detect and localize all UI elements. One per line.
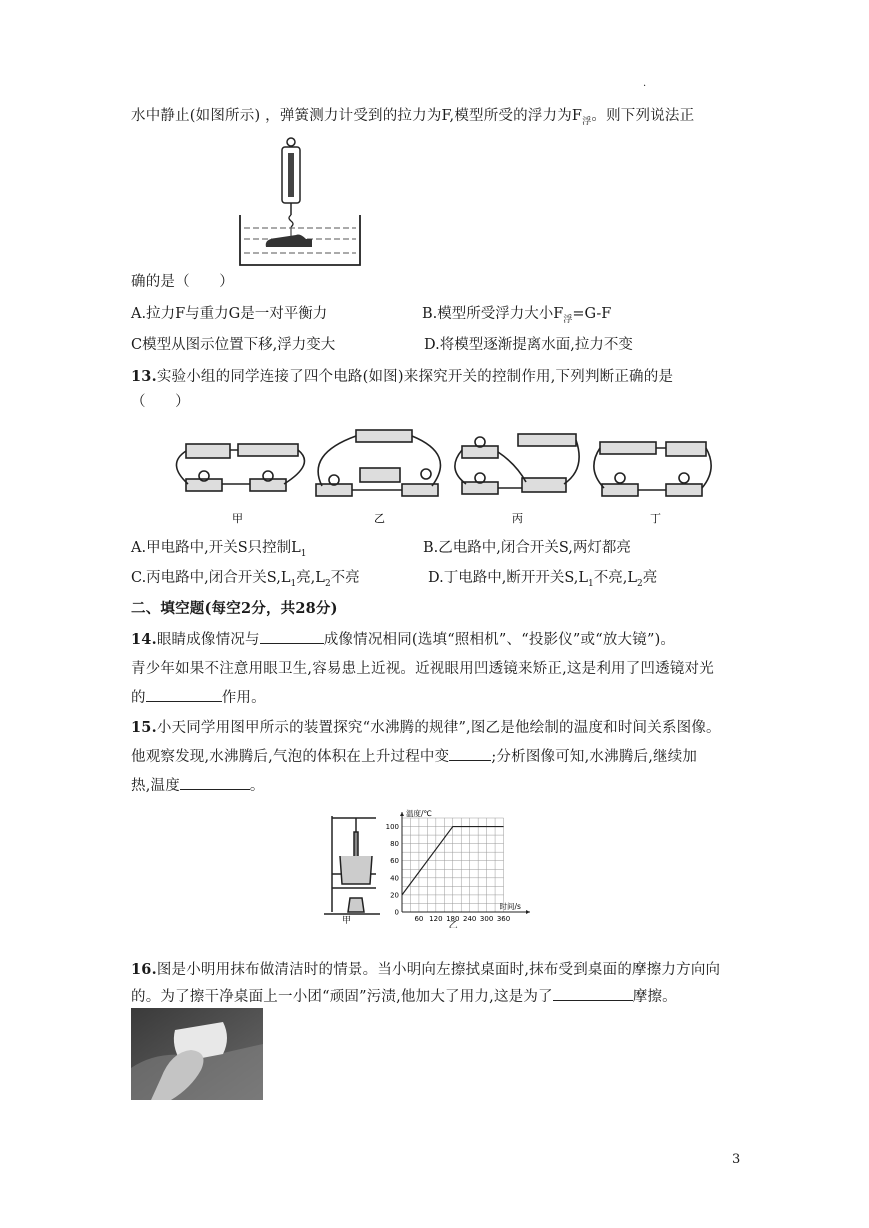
circuit-label-yi: 乙 <box>374 512 385 525</box>
chart-y-tick-label: 40 <box>390 874 399 883</box>
q13-paren: （ ） <box>131 394 190 410</box>
q12-option-d: D.将模型逐渐提离水面,拉力不变 <box>424 337 633 353</box>
chart-ylabel: 温度/℃ <box>406 809 432 818</box>
circuit-label-jia: 甲 <box>232 512 243 525</box>
q13-option-a: A.甲电路中,开关S只控制$L_1$ <box>131 540 307 559</box>
q16-line1: 16.图是小明用抹布做清洁时的情景。当小明向左擦拭桌面时,抹布受到桌面的摩擦力方向向 <box>131 961 721 978</box>
q16-line2: 的。为了擦干净桌面上一小团“顽固”污渍,他加大了用力,这是为了 摩擦。 <box>131 985 677 1006</box>
circuit-label-ding: 丁 <box>650 512 661 525</box>
cleaning-photo <box>131 1008 263 1100</box>
boiling-apparatus-figure <box>320 812 382 924</box>
page-number: 3 <box>732 1152 741 1167</box>
q13-option-c: C.丙电路中,闭合开关$S,L_1$亮$,L_2$不亮 <box>131 570 360 589</box>
chart-x-tick-label: 180 <box>446 915 460 923</box>
q12-option-c: C模型从图示位置下移,浮力变大 <box>131 337 336 353</box>
q16-blank-1[interactable] <box>553 986 633 1001</box>
chart-x-tick-label: 360 <box>496 915 511 923</box>
q14-line1: 14.眼睛成像情况与 成像情况相同(选填“照相机”、“投影仪”或“放大镜”)。 <box>131 631 676 648</box>
q14-blank-1[interactable] <box>260 629 324 644</box>
chart-xlabel: 时间/s <box>499 902 521 911</box>
section-heading: 二、填空题(每空2分，共28分) <box>131 600 338 617</box>
q14-line2: 青少年如果不注意用眼卫生,容易患上近视。近视眼用凹透镜来矫正,这是利用了凹透镜对光 <box>131 661 714 677</box>
fig-label-jia: 甲 <box>342 916 352 924</box>
q13-number: 13. <box>131 368 157 385</box>
fig-label-yi: 乙 <box>448 921 458 928</box>
q13-stem: 13.实验小组的同学连接了四个电路(如图)来探究开关的控制作用,下列判断正确的是 <box>131 368 674 385</box>
top-dot: . <box>643 78 647 89</box>
chart-y-tick-label: 80 <box>390 840 399 849</box>
q15-blank-1[interactable] <box>449 746 491 761</box>
q15-number: 15. <box>131 719 157 736</box>
q15-blank-2[interactable] <box>180 775 250 790</box>
q13-option-b: B.乙电路中,闭合开关S,两灯都亮 <box>423 540 631 556</box>
chart-x-tick-label: 60 <box>414 915 424 923</box>
chart-x-arrow <box>526 910 530 914</box>
q14-number: 14. <box>131 631 157 648</box>
q16-number: 16. <box>131 961 157 978</box>
chart-y-tick-label: 100 <box>385 823 399 832</box>
q14-line3: 的 作用。 <box>131 686 266 707</box>
q12-option-a: A.拉力F与重力G是一对平衡力 <box>131 306 328 322</box>
circuits-figure <box>166 424 718 528</box>
q12-option-b: B.模型所受浮力大小$F_浮=G-F$ <box>422 306 612 325</box>
q15-line2: 他观察发现,水沸腾后,气泡的体积在上升过程中变 ;分析图像可知,水沸腾后,继续加 <box>131 745 697 766</box>
chart-x-tick-label: 300 <box>479 915 494 923</box>
q12-stem-line1: 水中静止(如图所示) ，弹簧测力计受到的拉力为F,模型所受的浮力为$F_浮$。则下列说法正 <box>131 108 695 127</box>
chart-y-tick-label: 60 <box>390 857 399 866</box>
chart-x-tick-label: 240 <box>463 915 477 923</box>
chart-x-tick-label: 120 <box>429 915 443 923</box>
chart-y-arrow <box>400 812 404 816</box>
temp-time-chart <box>384 806 544 928</box>
circuit-label-bing: 丙 <box>512 512 523 525</box>
chart-y-tick-label: 0 <box>394 908 399 917</box>
chart-y-tick-label: 20 <box>390 891 399 900</box>
spring-scale-figure <box>236 135 364 270</box>
q14-blank-2[interactable] <box>146 687 222 702</box>
q12-stem-line2: 确的是（ ） <box>131 274 234 290</box>
q15-line1: 15.小天同学用图甲所示的装置探究“水沸腾的规律”,图乙是他绘制的温度和时间关系图像。 <box>131 719 721 736</box>
q13-option-d: D.丁电路中,断开开关$S,L_1$不亮$,L_2$亮 <box>428 570 658 589</box>
q15-line3: 热,温度 。 <box>131 774 265 795</box>
